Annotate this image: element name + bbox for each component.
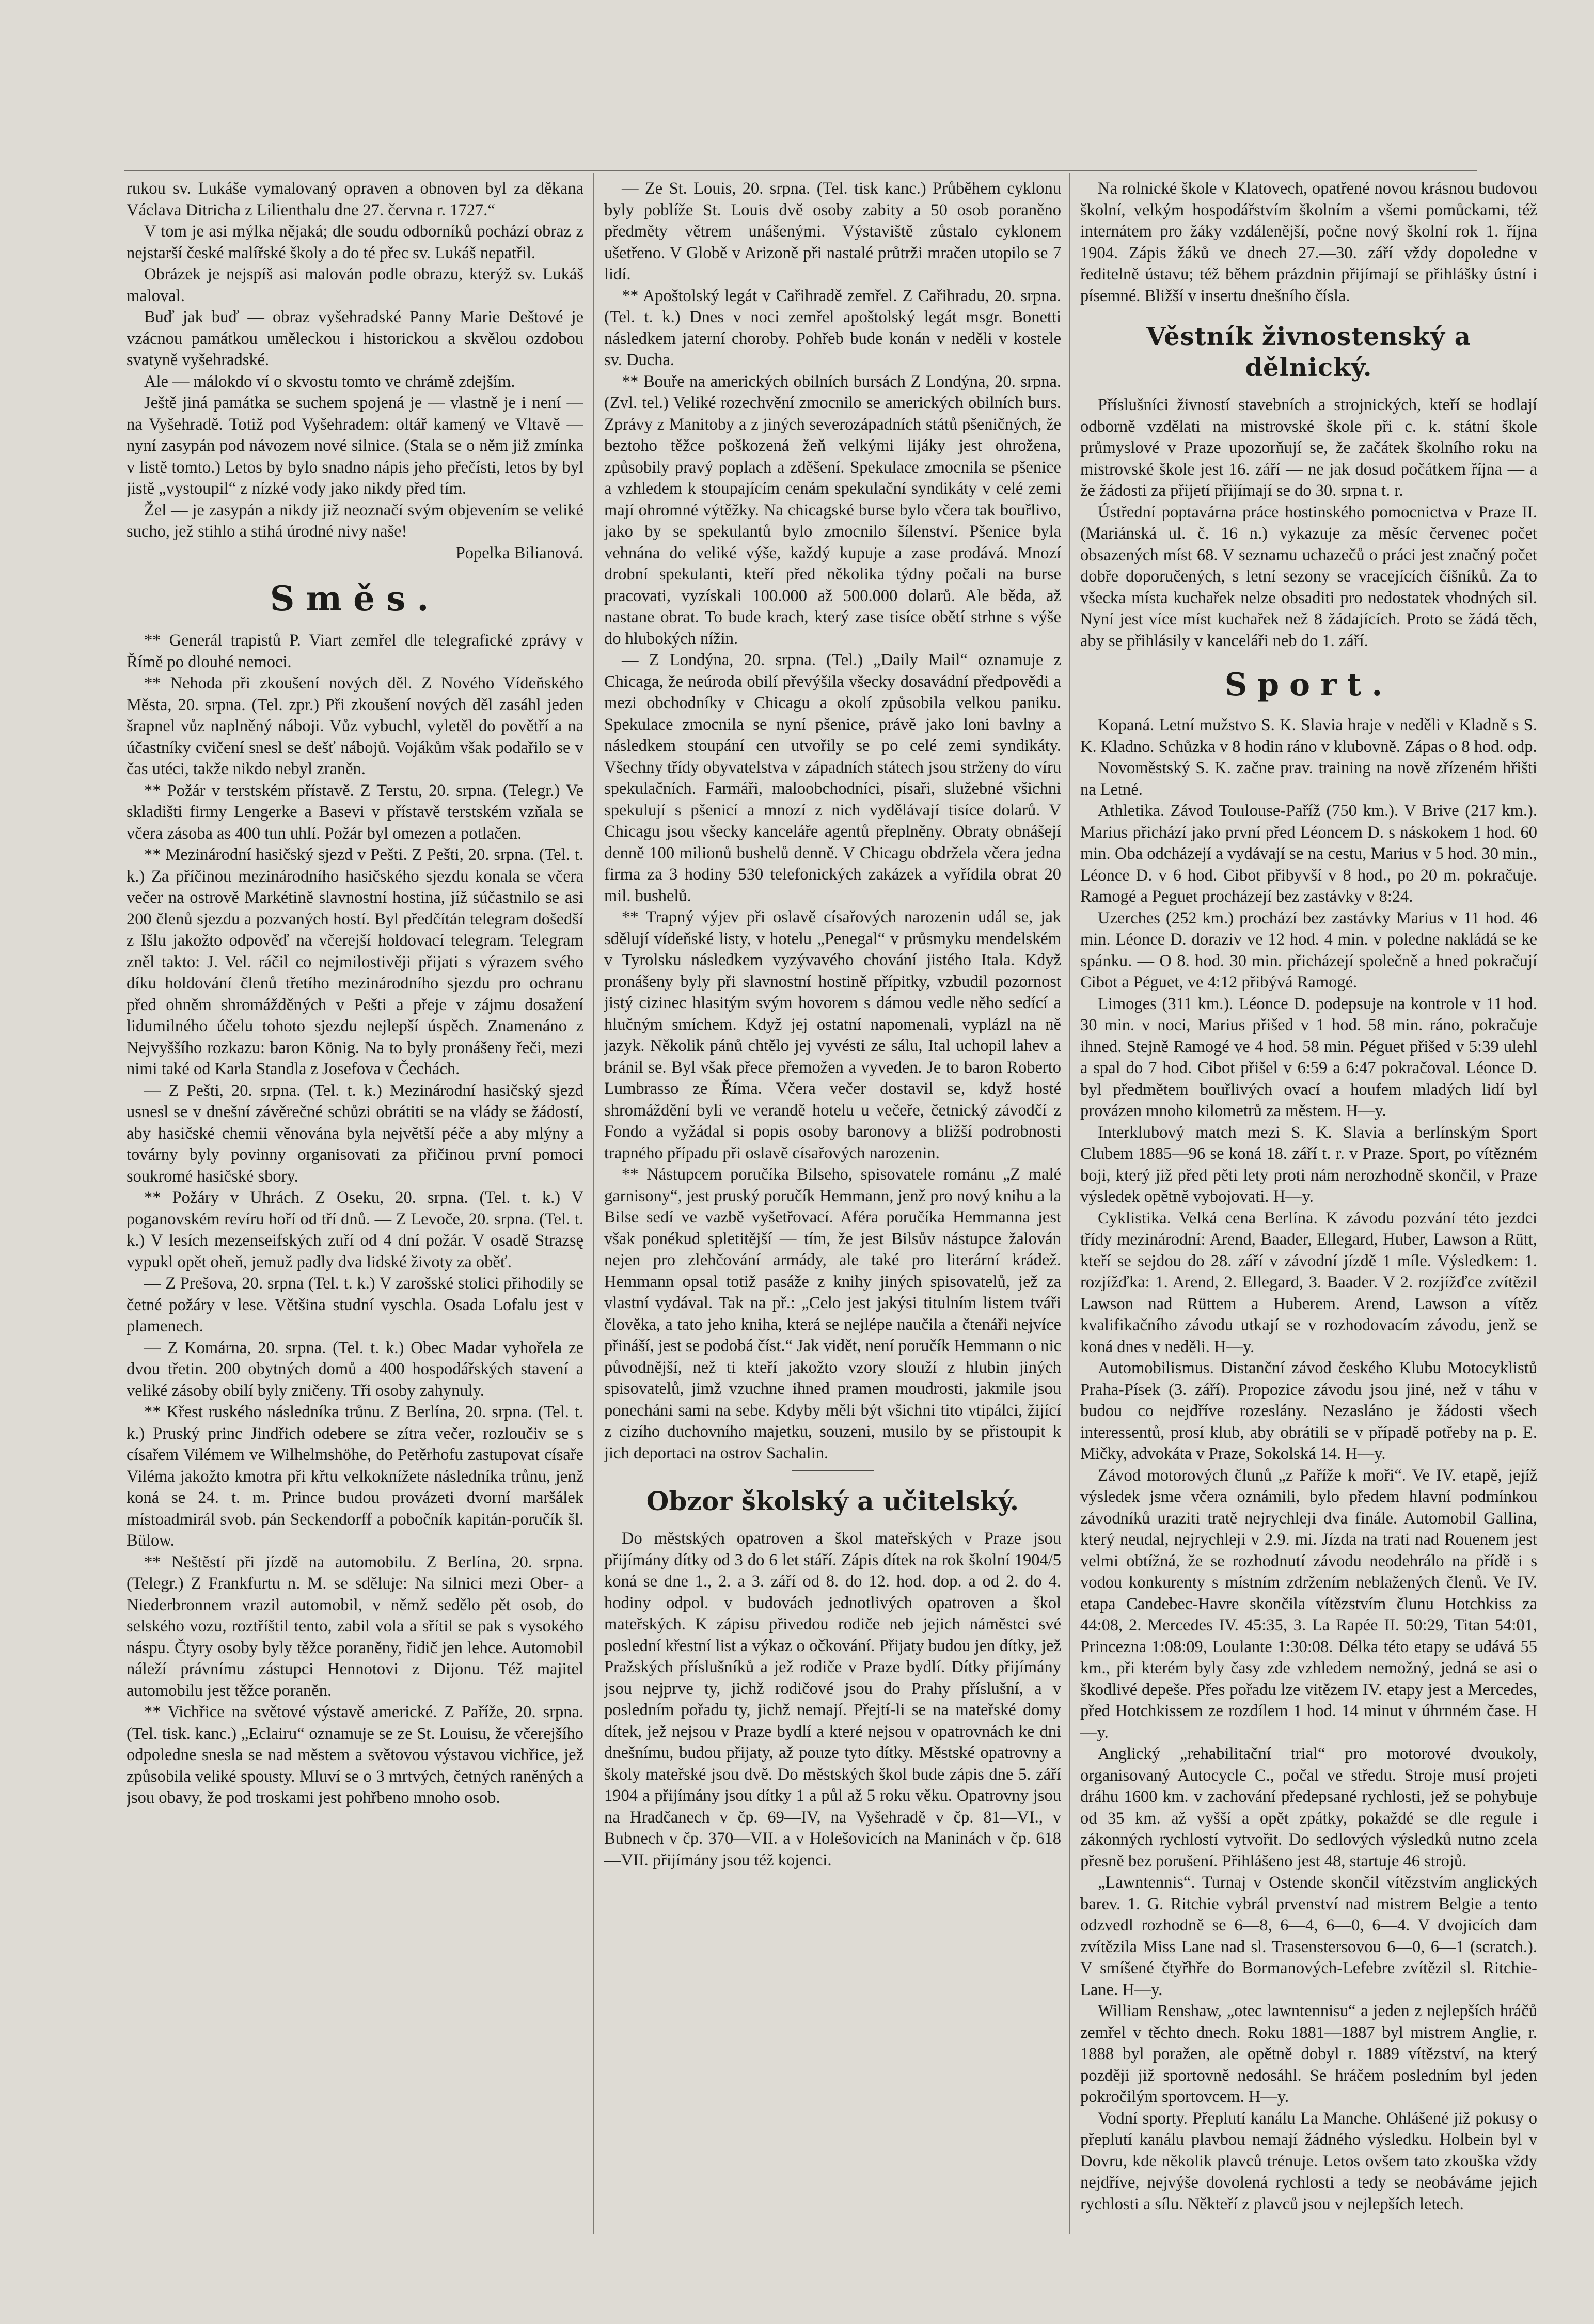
news-item: ** Nástupcem poručíka Bilseho, spisovatele románu „Z malé garnisony“, jest pruský poručík Hemmann, jenž pro nový knihu a la Bilse sedí ve vazbě vyšetřovací. Aféra poručíka Hemmanna jest však ponékud spletitější — tím, že jest Bilsův nástupce žalován nejen pro zlehčování armády, ale také pro literární krádež. Hemmann opsal totiž pasáže z knihy jiných spisovatelů, jež za vlastní vydával. Tak na př.: „Celo jest jakýsi titulním listem tváři člověka, a tato jeho kniha, která se nejlépe naučila a čtenáři nejvíce přináší, jest se podobá číst.“ Jak vidět, není poručík Hemmann o nic původnější, než ti kteří jakožto vzory slouží z hlubin jiných spisovatelů, jimž vzuchne ihned pramen moudrosti, jakmile jsou ponecháni sami na sebe. Kdyby měli být všichni tito vtipálci, žijící z cizího duchovního majetku, souzeni, musilo by se přistoupit k jich deportaci na ostrov Sachalin. xyxy=(604,1165,1061,1463)
news-item: — Z Komárna, 20. srpna. (Tel. t. k.) Obec Madar vyhořela ze dvou třetin. 200 obytných domů a 400 hospodářských stavení a veliké zásoby obilí byly zničeny. Tři osoby zahynuly. xyxy=(127,1338,583,1400)
article-paragraph: Ale — málokdo ví o skvostu tomto ve chrámě zdejším. xyxy=(144,372,515,391)
article-paragraph: rukou sv. Lukáše vymalovaný opraven a obnoven byl za děkana Václava Ditricha z Lilienthalu dne 27. června r. 1727.“ xyxy=(127,179,583,219)
news-item: Ústřední poptavárna práce hostinského pomocnictva v Praze II. (Mariánská ul. č. 16 n.) vykazuje za měsíc červenec počet obsazených míst 68. V seznamu uchazečů o práci jest značný počet dobře doporučených, s letní sezony se vracejících číšníků. Za to všecka místa kuchařek nelze obsaditi pro nedostatek vhodných sil. Nyní jest více míst kuchařek než 8 žádajících. Proto se žádá těch, aby se přihlásily v kanceláři neb do 1. září. xyxy=(1080,503,1537,650)
news-item: — Z Londýna, 20. srpna. (Tel.) „Daily Mail“ oznamuje z Chicaga, že neúroda obilí převýšila všecky dosavádní předpovědi a mezi obchodníky v Chicagu a okolí způsobila velkou paniku. Spekulace zmocnila se nyní pšenice, právě jako loni bavlny a následkem stoupání cen utvořily se po celé zemi syndikáty. Všechny třídy obyvatelstva v západních státech jsou strženy do víru spekulačních. Farmáři, maloobchodníci, písaři, služebné všichni spekulují s pšenicí a mnozí z nich vydělávají tisíce dolarů. V Chicagu jsou všecky kanceláře agentů přeplněny. Obraty obnášejí denně 100 milionů bushelů denně. V Chicagu obdržela včera jedna firma za 3 hodiny 530 telefonických zakázek a vyřídila obrat 20 mil. bushelů. xyxy=(604,651,1061,905)
section-heading-obzor: Obzor školský a učitelský. xyxy=(646,1486,1019,1516)
news-item: ** Trapný výjev při oslavě císařových narozenin udál se, jak sdělují vídeňské listy, v hotelu „Penegal“ v průsmyku mendelském v Tyrolsku následkem vyzývavého chování jistého Itala. Když pronášeny byly při slavnostní hostině přípitky, vzbudil pozornost jistý cizinec hlasitým svým hovorem s dámou vedle něho sedící a hlučným smíchem. Když jej ostatní napomenali, vyplázl na ně jazyk. Několik pánů chtělo jej vyvésti ze sálu, Ital uchopil lahev a bránil se. Byl však přece přemožen a vyveden. Je to baron Roberto Lumbrasso ze Říma. Včera večer dostavil se, když hosté shromáždění byli ve verandě hotelu u večeře, četnický závodčí z Fondo a vyžádal si popis osoby baronovy a bližší podrobnosti trapného případu při oslavě císařových narozenin. xyxy=(604,908,1061,1163)
news-item: ** Apoštolský legát v Cařihradě zemřel. Z Cařihradu, 20. srpna. (Tel. t. k.) Dnes v noci zemřel apoštolský legát msgr. Bonetti následkem jaterní choroby. Pohřeb bude konán v neděli v kostele sv. Ducha. xyxy=(604,286,1061,369)
news-item: — Z Pešti, 20. srpna. (Tel. t. k.) Mezinárodní hasičský sjezd usnesl se v dnešní závěrečné schůzi obrátiti se na vlády se žádostí, aby hasičské chemii věnována byla největší péče a aby mlýny a továrny byly povinny organisovati za přičinou první pomoci soukromé hasičské sbory. xyxy=(127,1081,583,1186)
article-paragraph: Žel — je zasypán a nikdy již neoznačí svým objevením se veliké sucho, jež stihlo a stihá úrodné nivy naše! xyxy=(127,500,583,541)
news-item: Limoges (311 km.). Léonce D. podepsuje na kontrole v 11 hod. 30 min. v noci, Marius přišed v 1 hod. 58 min. ráno, pokračuje ihned. Stejně Ramogé ve 4 hod. 58 min. Péguet přišed v 5:39 ulehl a spal do 7 hod. Cibot přišel v 6:59 a 6:47 pokračoval. Léonce D. byl předmětem bouřlivých ovací a houfem mladých lidí byl provázen mnoho kilometrů za městem. H—y. xyxy=(1080,994,1537,1120)
separator-rule xyxy=(792,1470,874,1471)
news-item: — Z Prešova, 20. srpna (Tel. t. k.) V zarošské stolici přihodily se četné požáry v lese. Většina studní vyschla. Osada Lofalu jest v plamenech. xyxy=(127,1274,583,1336)
news-item: ** Neštěstí při jízdě na automobilu. Z Berlína, 20. srpna. (Telegr.) Z Frankfurtu n. M. se sděluje: Na silnici mezi Ober- a Niederbronnem vrazil automobil, v němž sedělo pět osob, do selského vozu, roztříštil tento, zabil vola a sřítil se pak s vysokého náspu. Čtyry osoby byly těžce poraněny, řidič jen lehce. Automobil náleží právnímu zástupci Hennotovi z Dijonu. Též majitel automobilu jest těžce poraněn. xyxy=(127,1552,583,1700)
column-1 xyxy=(127,178,583,2236)
section-heading-smes: Směs. xyxy=(270,578,440,619)
news-item: Uzerches (252 km.) prochází bez zastávky Marius v 11 hod. 46 min. Léonce D. doraziv ve 12 hod. 4 min. v poledne nakládá se ke spánku. — O 8. hod. 30 min. přicházejí společně a hned pokračují Cibot a Péguet, ve 4:12 přibývá Ramogé. xyxy=(1080,908,1537,992)
news-item: Interklubový match mezi S. K. Slavia a berlínským Sport Clubem 1885—96 se koná 18. září t. r. v Praze. Sport, po vítězném boji, který již před pěti lety proti nám nerozhodně skončil, v Praze výsledek opětně vybojovati. H—y. xyxy=(1080,1123,1537,1206)
news-item: ** Vichřice na světové výstavě americké. Z Paříže, 20. srpna. (Tel. tisk. kanc.) „Eclairu“ oznamuje se ze St. Louisu, že včerejšího odpoledne snesla se nad městem a světovou výstavou vichřice, jež způsobila veliké spousty. Mluví se o 3 mrtvých, četných raněných a jsou obavy, že pod troskami jest pohřbeno mnoho osob. xyxy=(127,1703,583,1807)
news-item: Automobilismus. Distanční závod českého Klubu Motocyklistů Praha-Písek (3. září). Propozice závodu jsou jiné, než v táhu v budou co nejdříve rozeslány. Nezasláno je žádosti všech interessentů, prosí klub, aby obrátili se v případě potřeby na p. E. Mičky, advokáta v Praze, Sokolská 14. H—y. xyxy=(1080,1359,1537,1463)
top-rule xyxy=(124,170,1477,171)
column-2 xyxy=(604,178,1061,2236)
news-item: ** Požár v terstském přístavě. Z Terstu, 20. srpna. (Telegr.) Ve skladišti firmy Lengerke a Basevi v přístavě terstském vzňala se včera zásoba as 400 tun uhlí. Požár byl omezen a potlačen. xyxy=(127,781,583,843)
news-item: ** Generál trapistů P. Viart zemřel dle telegrafické zprávy v Římě po dlouhé nemoci. xyxy=(127,631,583,671)
news-item: „Lawntennis“. Turnaj v Ostende skončil vítězstvím anglických barev. 1. G. Ritchie vybrál prvenství nad mistrem Belgie a tento odzvedl rozhodně se 6—8, 6—4, 6—0, 6—4. V dvojicích dam zvítězila Miss Lane nad sl. Trasenstersovou 6—0, 6—1 (scratch.). V smíšené čtyřhře do Bormanových-Lefebre zvítězil sl. Ritchie-Lane. H—y. xyxy=(1080,1873,1537,1999)
section-heading-vestnik: Věstník živnostenský a dělnický. xyxy=(1146,322,1471,382)
news-item: Příslušníci živností stavebních a strojnických, kteří se hodlají odborně vzdělati na mistrovské škole při c. k. státní škole průmyslové v Praze upozorňují se, že začátek školního roku na mistrovské škole jest 16. září — ne jak dosud počátkem října — a že žádosti za přijetí přijímají se do 30. srpna t. r. xyxy=(1080,396,1537,500)
news-item: Do městských opatroven a škol mateřských v Praze jsou přijímány dítky od 3 do 6 let stáří. Zápis dítek na rok školní 1904/5 koná se dne 1., 2. a 3. září od 8. do 12. hod. dop. a od 2. do 4. hodiny odpol. v budovách jednotlivých opatroven a škol mateřských. K zápisu přivedou rodiče neb jejich náměstci své poslední křestní list a výkaz o očkování. Přijaty budou jen dítky, jež Pražských příslušníků a jež rodiče v Praze bydlí. Dítky přijímány jsou nejprve ty, jichž rodičové jsou do Prahy příslušní, a v posledním pořadu ty, jichž nemají. Přejtí-li se na mateřské domy dítek, jež nejsou v Praze bydlí a které nejsou v opatrovnách ke dni dnešnímu, budou přijaty, až pouze tyto dítky. Městské opatrovny a školy mateřské jsou dvě. Do městských škol bude zápis dne 5. září 1904 a přijímány jsou dítky 1 a půl až 5 roku věku. Opatrovny jsou na Hradčanech v čp. 69—IV, na Vyšehradě v čp. 81—VI., v Bubnech v čp. 370—VII. a v Holešovicích na Maninách v čp. 618—VII. přijímány jsou též kojenci. xyxy=(604,1529,1061,1870)
news-item: Vodní sporty. Přeplutí kanálu La Manche. Ohlášené již pokusy o přeplutí kanálu plavbou nemají žádného výsledku. Holbein byl v Dovru, kde několik plavců trénuje. Letos ovšem tato zkouška vždy nejdříve, nejvýše dovolená rychlosti a tedy se neobáváme jejich rychlosti a sílu. Někteří z plavců jsou v nejlepších letech. xyxy=(1080,2109,1537,2213)
column-divider-1 xyxy=(593,173,594,2234)
news-item: Závod motorových člunů „z Paříže k moři“. Ve IV. etapě, jejíž výsledek jsme včera oznámili, bylo předem hlavní podmínkou závodníků uraziti tratě nejrychleji dva finále. Automobil Gallina, který neudal, nejrychleji v 2.9. mi. Jízda na trati nad Rouenem jest velmi obtížná, že se rozhodnutí závodu neodehrálo na přídě i s vodou konkurenty s místním zdržením neblažených členů. Ve IV. etapa Candebec-Havre skončila vítězstvím člunu Hotchkiss za 44:08, 2. Mercedes IV. 45:35, 3. La Rapée II. 50:29, Titan 54:01, Princezna 1:08:09, Loulante 1:30:08. Délka této etapy se udává 55 km., při kterém byly časy zde vzhledem nemožný, jedná se asi o škodlivé depeše. Přes pořadu lze vitězem IV. etapy jest a Mercedes, před Hotchkissem ze rozdílem 1 hod. 14 minut v úhrnném čase. H—y. xyxy=(1080,1466,1537,1742)
news-item: Athletika. Závod Toulouse-Paříž (750 km.). V Brive (217 km.). Marius přichází jako první před Léoncem D. s náskokem 1 hod. 60 min. Oba odcházejí a vydávají se na cestu, Marius v 5 hod. 30 min., Léonce D. v 6 hod. Cibot přibyvší v 8 hod., po 20 m. pokračuje. Ramogé a Peguet procházejí bez zastávky v 8:24. xyxy=(1080,802,1537,906)
news-item: ** Požáry v Uhrách. Z Oseku, 20. srpna. (Tel. t. k.) V poganovském revíru hoří od tří dnů. — Z Levoče, 20. srpna. (Tel. t. k.) V lesích mezenseifských zuří od 4 dní požár. V osadě Strazsę vypukl opět oheň, jemuž padly dva lidské životy za oběť. xyxy=(127,1188,583,1271)
news-item: — Ze St. Louis, 20. srpna. (Tel. tisk kanc.) Průběhem cyklonu byly poblíže St. Louis dvě osoby zabity a 50 osob poraněno předměty větrem unášenými. Výstaviště zůstalo cyklonem ušetřeno. V Globě v Arizoně při nastalé průtrži mračen utopilo se 7 lidí. xyxy=(604,179,1061,284)
news-item: ** Bouře na amerických obilních bursách Z Londýna, 20. srpna. (Zvl. tel.) Veliké rozechvění zmocnilo se amerických obilních burs. Zprávy z Manitoby a z jiných severozápadních států pšeničných, že beztoho těžce poškozená žeň velkými lijáky jest ohrožena, způsobily pravý poplach a zděšení. Spekulace zmocnila se pšenice a vzhledem k stoupajícím cenám spekulační syndikáty v celé zemi mají ohromné výtěžky. Na chicagské burse bylo včera tak bouřlivo, jako by se spekulantů bylo zmocnilo šílenství. Pšenice byla vehnána do veliké výše, každý kupuje a zase prodává. Mnozí drobní spekulanti, kteří před několika týdny počali na burse pracovati, vyzískali 100.000 až 500.000 dolarů. Ale běda, až nastane obrat. To bude krach, který zase tisíce obětí strhne s výše do hlubokých nížin. xyxy=(604,372,1061,648)
news-item: ** Mezinárodní hasičský sjezd v Pešti. Z Pešti, 20. srpna. (Tel. t. k.) Za příčinou mezinárodního hasičského sjezdu konala se včera večer na ostrově Markétině slavnostní hostina, jíž súčastnilo se asi 200 členů sjezdu a pozvaných hostí. Byl předčítán telegram došedší z Išlu jakožto odpověď na včerejší holdovací telegram. Telegram zněl takto: J. Vel. ráčil co nejmilostivěji přijati s výrazem svého díku holdování členů třetího mezinárodního sjezdu pro ochranu před ohněm shromážděných v Pešti a přeje v zájmu dosažení lidumilného účelu tohoto sjezdu nejlepší úspěch. Znamenáno z Nejvyššího rozkazu: baron König. Na to byly pronášeny řeči, mezi nimi také od Karla Standla z Josefova v Čechách. xyxy=(127,845,583,1078)
article-paragraph: Obrázek je nejspíš asi malován podle obrazu, kterýž sv. Lukáš maloval. xyxy=(127,265,583,305)
article-paragraph: Ještě jiná památka se suchem spojená je — vlastně je i není — na Vyšehradě. Totiž pod Vyšehradem: oltář kamený ve Vltavě — nyní zasypán pod návozem nové silnice. (Stala se o něm již zmínka v listě tomto.) Letos by bylo snadno nápis jeho přečísti, letos by byl jistě „vystoupil“ z nízké vody jako nikdy před tím. xyxy=(127,394,583,498)
news-item: ** Křest ruského následníka trůnu. Z Berlína, 20. srpna. (Tel. t. k.) Pruský princ Jindřich odebere se zítra večer, rozloučiv se s císařem Vilémem ve Wilhelmshöhe, do Petěrhofu zastupovat císaře Viléma jakožto kmotra při křtu velkoknížete následníka trůnu, jenž koná se 24. t. m. Prince budou provázeti dvorní maršálek místoadmirál svob. pán Seckendorff a pobočník kapitán-poručík šl. Bülow. xyxy=(127,1403,583,1550)
news-item: Novoměstský S. K. začne prav. training na nově zřízeném hřišti na Letné. xyxy=(1080,759,1537,799)
article-paragraph: Buď jak buď — obraz vyšehradské Panny Marie Deštové je vzácnou památkou uměleckou i historickou a skvělou ozdobou svatyně vyšehradské. xyxy=(127,308,583,369)
column-3 xyxy=(1080,178,1537,2236)
section-heading-sport: Sport. xyxy=(1224,667,1393,703)
article-paragraph: V tom je asi mýlka nějaká; dle soudu odborníků pochází obraz z nejstarší české malířské školy a do té přec sv. Lukáš nepatřil. xyxy=(127,222,583,262)
author-signature: Popelka Bilianová. xyxy=(455,543,583,562)
news-item: Anglický „rehabilitační trial“ pro motorové dvoukoly, organisovaný Autocycle C., počal ve středu. Stroje musí projeti dráhu 1600 km. v zachování předepsané rychlosti, jež se pohybuje od 35 km. až vyšší a opět zpátky, pokaždé se dle regule i zákonných rychlostí vytvořit. Do sedlových výsledků nutno zcela přesně bez porušení. Přihlášeno jest 48, startuje 46 strojů. xyxy=(1080,1745,1537,1871)
news-item: Kopaná. Letní mužstvo S. K. Slavia hraje v neděli v Kladně s S. K. Kladno. Schůzka v 8 hodin ráno v klubovně. Zápas o 8 hod. odp. xyxy=(1080,716,1537,756)
news-item: William Renshaw, „otec lawntennisu“ a jeden z nejlepších hráčů zemřel v těchto dnech. Roku 1881—1887 byl mistrem Anglie, r. 1888 byl poražen, ale opětně dobyl r. 1889 vítězství, na který později již sportovně nedosáhl. Se hráčem posledním byl jeden pokročilým sportovcem. H—y. xyxy=(1080,2002,1537,2106)
column-divider-2 xyxy=(1069,173,1070,2234)
news-item: Na rolnické škole v Klatovech, opatřené novou krásnou budovou školní, velkým hospodářstvím školním a všemi pomůckami, též internátem pro žáky vzdálenější, počne nový školní rok 1. října 1904. Zápis žáků ve dnech 27.—30. září vždy dopoledne v ředitelně ústavu; též během prázdnin přijímají se přihlášky ústní i písemné. Bližší v insertu dnešního čísla. xyxy=(1080,179,1537,305)
news-item: Cyklistika. Velká cena Berlína. K závodu pozvání této jezdci třídy mezinárodní: Arend, Baader, Ellegard, Huber, Lawson a Rütt, kteří se sejdou do 28. září v závodní jízdě 1 míle. Výsledkem: 1. rozjížďka: 1. Arend, 2. Ellegard, 3. Baader. V 2. rozjížďce zvítězil Lawson nad Rüttem a Huberem. Arend, Lawson a vítěz kvalifikačního závodu utkají se v rozhodovacím závodu, jenž se koná dnes v neděli. H—y. xyxy=(1080,1208,1537,1356)
news-item: ** Nehoda při zkoušení nových děl. Z Nového Vídeňského Města, 20. srpna. (Tel. zpr.) Při zkoušení nových děl zasáhl jeden šrapnel vůz naplněný náboji. Vůz vybuchl, vyletěl do povětří a na účastníky cvičení snesl se dešť nábojů. Vojákům však podařilo se v čas utéci, takže nikdo nebyl zraněn. xyxy=(127,674,583,778)
